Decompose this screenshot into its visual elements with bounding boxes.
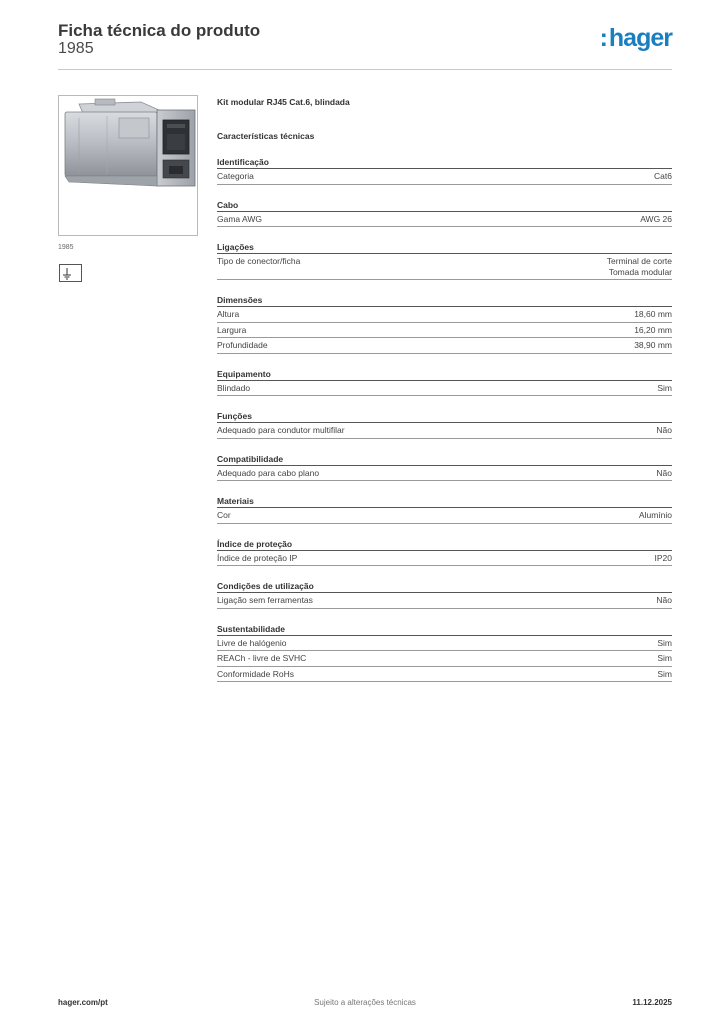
spec-section <box>217 242 672 280</box>
image-caption: 1985 <box>58 244 74 251</box>
spec-section <box>217 411 672 439</box>
spec-value <box>657 383 672 394</box>
spec-section <box>217 496 672 524</box>
spec-row <box>217 466 672 482</box>
hager-logo <box>600 26 672 51</box>
spec-value <box>634 325 672 336</box>
spec-label: Índice de proteção IP <box>217 552 298 563</box>
section-title: Dimensões <box>217 295 672 307</box>
spec-section <box>217 200 672 228</box>
spec-value-line: Não <box>656 467 672 478</box>
section-title: Condições de utilização <box>217 581 672 593</box>
section-title: Compatibilidade <box>217 454 672 466</box>
spec-row <box>217 212 672 228</box>
spec-row <box>217 254 672 280</box>
product-name: Kit modular RJ45 Cat.6, blindada <box>217 97 350 107</box>
logo-text: hager <box>608 24 672 52</box>
spec-value <box>640 214 672 225</box>
section-title: Sustentabilidade <box>217 624 672 636</box>
section-title: Cabo <box>217 200 672 212</box>
spec-value <box>657 669 672 680</box>
spec-label: Profundidade <box>217 340 268 350</box>
spec-content <box>217 96 672 682</box>
spec-value-line: Cat6 <box>654 171 672 181</box>
spec-section <box>217 295 672 354</box>
spec-row <box>217 423 672 439</box>
spec-value <box>655 553 673 564</box>
page-footer <box>58 998 672 1010</box>
spec-value-line: Não <box>656 425 672 435</box>
product-code: 1985 <box>58 40 94 57</box>
spec-value <box>656 425 672 436</box>
spec-row <box>217 381 672 397</box>
spec-row <box>217 667 672 683</box>
section-title: Equipamento <box>217 369 672 381</box>
spec-value <box>656 468 672 479</box>
footer-website: hager.com/pt <box>58 998 108 1007</box>
spec-value-line: Terminal de corte <box>606 256 672 266</box>
spec-label: REACh - livre de SVHC <box>217 653 307 663</box>
spec-value <box>657 638 672 649</box>
spec-sections <box>217 157 672 682</box>
spec-label: Largura <box>217 324 247 335</box>
spec-value-line: 38,90 mm <box>634 340 672 350</box>
spec-label: Adequado para condutor multifilar <box>217 425 345 435</box>
spec-value <box>657 653 672 664</box>
document-title: Ficha técnica do produto <box>58 21 261 40</box>
logo-dots: : <box>599 24 608 52</box>
spec-heading: Características técnicas <box>217 131 315 141</box>
spec-section <box>217 369 672 397</box>
spec-section <box>217 624 672 683</box>
footer-date: 11.12.2025 <box>632 998 672 1007</box>
spec-value <box>634 309 672 320</box>
spec-row <box>217 636 672 652</box>
spec-value <box>607 256 672 277</box>
section-title: Materiais <box>217 496 672 508</box>
footer-note: Sujeito a alterações técnicas <box>314 998 416 1007</box>
spec-label: Ligação sem ferramentas <box>217 595 313 605</box>
spec-value-line: IP20 <box>654 552 672 563</box>
page-header <box>58 20 672 70</box>
spec-value-line: 16,20 mm <box>634 324 672 335</box>
spec-label: Gama AWG <box>217 213 263 224</box>
spec-value-line: Não <box>656 595 672 605</box>
spec-value-line: Sim <box>657 668 672 679</box>
section-title: Índice de proteção <box>217 539 672 551</box>
spec-label: Cor <box>217 510 231 520</box>
spec-row <box>217 323 672 339</box>
spec-label: Blindado <box>217 382 251 393</box>
spec-value <box>654 171 672 182</box>
spec-section <box>217 454 672 482</box>
spec-row <box>217 651 672 667</box>
spec-row <box>217 169 672 185</box>
spec-value-line: Tomada modular <box>608 266 672 277</box>
spec-value-line: 18,60 mm <box>634 309 672 319</box>
spec-value-line: Alumínio <box>638 510 672 520</box>
earth-ground-cert-icon <box>59 264 82 282</box>
spec-row <box>217 508 672 524</box>
section-title: Funções <box>217 411 672 423</box>
product-image <box>58 95 198 236</box>
spec-section <box>217 539 672 567</box>
spec-row <box>217 551 672 567</box>
spec-section <box>217 581 672 609</box>
spec-value <box>634 340 672 351</box>
spec-value-line: Sim <box>657 637 672 648</box>
section-title: Ligações <box>217 242 672 254</box>
spec-label: Conformidade RoHs <box>217 668 295 679</box>
section-title: Identificação <box>217 157 672 169</box>
rj45-keystone-illustration <box>59 96 198 236</box>
spec-value-line: Sim <box>657 653 672 663</box>
spec-row <box>217 593 672 609</box>
spec-row <box>217 338 672 354</box>
spec-section <box>217 157 672 185</box>
spec-row <box>217 307 672 323</box>
spec-value <box>639 510 672 521</box>
spec-label: Tipo de conector/ficha <box>217 256 301 266</box>
spec-label: Categoria <box>217 171 254 181</box>
spec-label: Adequado para cabo plano <box>217 467 320 478</box>
spec-value <box>656 595 672 606</box>
spec-value-line: Sim <box>657 382 672 393</box>
spec-label: Altura <box>217 309 240 319</box>
spec-label: Livre de halógenio <box>217 637 287 648</box>
spec-value-line: AWG 26 <box>640 213 672 224</box>
